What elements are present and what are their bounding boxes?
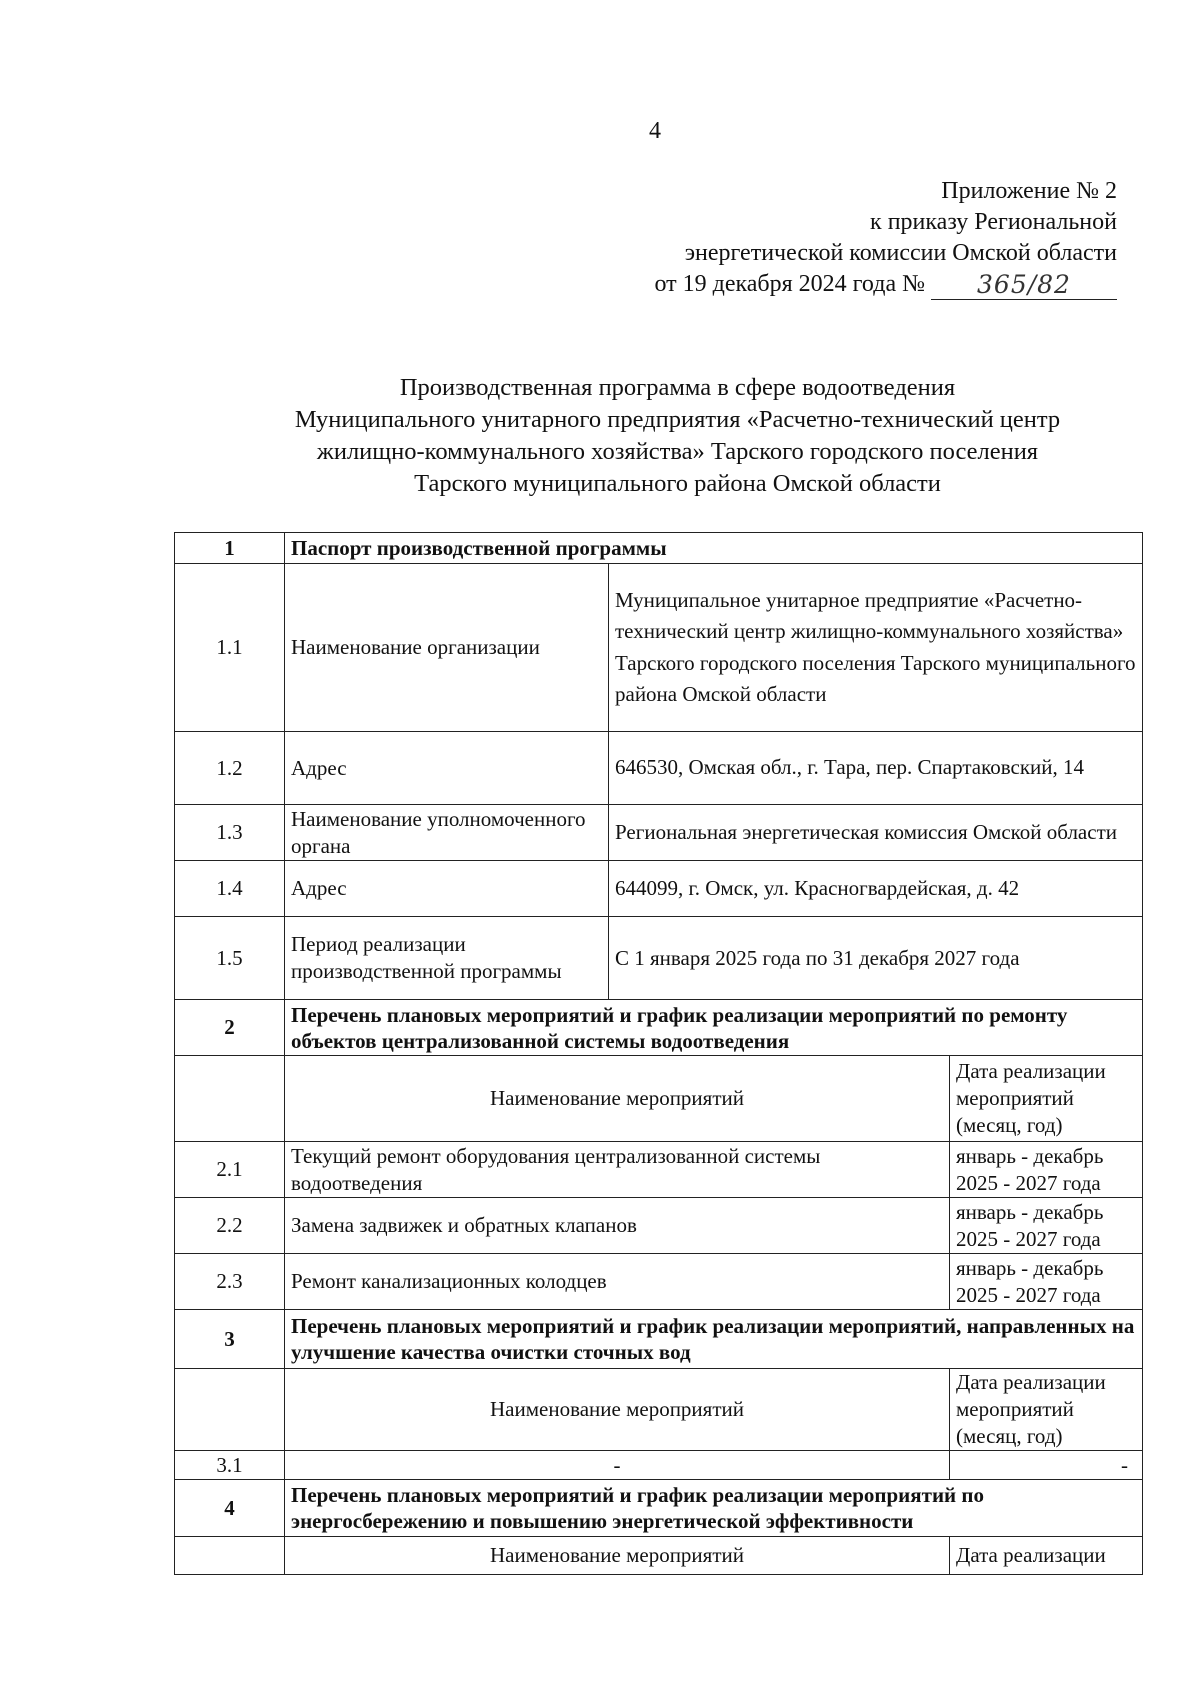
row-value: Муниципальное унитарное предприятие «Расчетно-технический центр жилищно-коммунального хозяйства» Тарского городского поселения Тарского муниципального района Омской области bbox=[609, 564, 1143, 732]
row-label: Адрес bbox=[285, 732, 609, 805]
column-header-date: Дата реализации bbox=[950, 1537, 1143, 1575]
event-name: Замена задвижек и обратных клапанов bbox=[285, 1198, 950, 1254]
section-3-header-row bbox=[175, 1310, 1143, 1369]
section-4-column-header bbox=[175, 1537, 1143, 1575]
page-number: 4 bbox=[649, 118, 661, 144]
row-number: 1.2 bbox=[175, 732, 285, 805]
section-title: Перечень плановых мероприятий и график реализации мероприятий, направленных на улучшение качества очистки сточных вод bbox=[285, 1310, 1143, 1369]
event-name: Текущий ремонт оборудования централизованной системы водоотведения bbox=[285, 1142, 950, 1198]
handwritten-order-number: 365/82 bbox=[931, 271, 1117, 300]
row-label: Наименование уполномоченного органа bbox=[285, 805, 609, 861]
section-1-header-row bbox=[175, 533, 1143, 564]
section-title: Перечень плановых мероприятий и график реализации мероприятий по ремонту объектов централизованной системы водоотведения bbox=[285, 1000, 1143, 1056]
table-row bbox=[175, 1198, 1143, 1254]
event-date: - bbox=[950, 1451, 1143, 1480]
title-line-3: жилищно-коммунального хозяйства» Тарского городского поселения bbox=[316, 438, 1039, 465]
appendix-line-2: к приказу Региональной bbox=[870, 209, 1117, 235]
table-row bbox=[175, 732, 1143, 805]
section-3-column-header bbox=[175, 1369, 1143, 1451]
event-name: Ремонт канализационных колодцев bbox=[285, 1254, 950, 1310]
table-row bbox=[175, 564, 1143, 732]
row-number: 2.1 bbox=[175, 1142, 285, 1198]
table-row bbox=[175, 805, 1143, 861]
section-number: 2 bbox=[175, 1000, 285, 1056]
row-number: 2.3 bbox=[175, 1254, 285, 1310]
table-row bbox=[175, 1142, 1143, 1198]
row-label: Наименование организации bbox=[285, 564, 609, 732]
row-label: Период реализации производственной программы bbox=[285, 917, 609, 1000]
empty-cell bbox=[175, 1537, 285, 1575]
column-header-date: Дата реализации мероприятий (месяц, год) bbox=[950, 1056, 1143, 1142]
column-header-name: Наименование мероприятий bbox=[285, 1056, 950, 1142]
event-date: январь - декабрь 2025 - 2027 года bbox=[950, 1198, 1143, 1254]
table-row bbox=[175, 1254, 1143, 1310]
row-number: 1.3 bbox=[175, 805, 285, 861]
column-header-date: Дата реализации мероприятий (месяц, год) bbox=[950, 1369, 1143, 1451]
row-number: 1.1 bbox=[175, 564, 285, 732]
row-value: 644099, г. Омск, ул. Красногвардейская, д. 42 bbox=[609, 861, 1143, 917]
appendix-line-3: энергетической комиссии Омской области bbox=[684, 240, 1117, 266]
appendix-line-1: Приложение № 2 bbox=[941, 178, 1117, 204]
section-2-column-header bbox=[175, 1056, 1143, 1142]
row-number: 1.5 bbox=[175, 917, 285, 1000]
section-4-header-row bbox=[175, 1480, 1143, 1537]
title-line-4: Тарского муниципального района Омской области bbox=[414, 470, 941, 497]
table-row bbox=[175, 1451, 1143, 1480]
empty-cell bbox=[175, 1056, 285, 1142]
row-number: 1.4 bbox=[175, 861, 285, 917]
row-value: Региональная энергетическая комиссия Омской области bbox=[609, 805, 1143, 861]
order-date-text: от 19 декабря 2024 года № bbox=[654, 271, 925, 297]
program-table bbox=[174, 532, 1143, 1575]
column-header-name: Наименование мероприятий bbox=[285, 1369, 950, 1451]
appendix-header bbox=[654, 176, 1117, 300]
section-title: Перечень плановых мероприятий и график реализации мероприятий по энергосбережению и повышению энергетической эффективности bbox=[285, 1480, 1143, 1537]
row-number: 3.1 bbox=[175, 1451, 285, 1480]
column-header-name: Наименование мероприятий bbox=[285, 1537, 950, 1575]
empty-cell bbox=[175, 1369, 285, 1451]
row-value: 646530, Омская обл., г. Тара, пер. Спартаковский, 14 bbox=[609, 732, 1143, 805]
row-value: С 1 января 2025 года по 31 декабря 2027 года bbox=[609, 917, 1143, 1000]
title-line-1: Производственная программа в сфере водоотведения bbox=[399, 374, 956, 401]
section-number: 1 bbox=[175, 533, 285, 564]
event-date: январь - декабрь 2025 - 2027 года bbox=[950, 1142, 1143, 1198]
event-date: январь - декабрь 2025 - 2027 года bbox=[950, 1254, 1143, 1310]
section-2-header-row bbox=[175, 1000, 1143, 1056]
table-row bbox=[175, 917, 1143, 1000]
row-label: Адрес bbox=[285, 861, 609, 917]
document-title bbox=[160, 372, 1195, 500]
appendix-order-line bbox=[654, 269, 1117, 300]
section-number: 3 bbox=[175, 1310, 285, 1369]
title-line-2: Муниципального унитарного предприятия «Расчетно-технический центр bbox=[294, 406, 1061, 433]
table-row bbox=[175, 861, 1143, 917]
section-title: Паспорт производственной программы bbox=[285, 533, 1143, 564]
section-number: 4 bbox=[175, 1480, 285, 1537]
event-name: - bbox=[285, 1451, 950, 1480]
row-number: 2.2 bbox=[175, 1198, 285, 1254]
